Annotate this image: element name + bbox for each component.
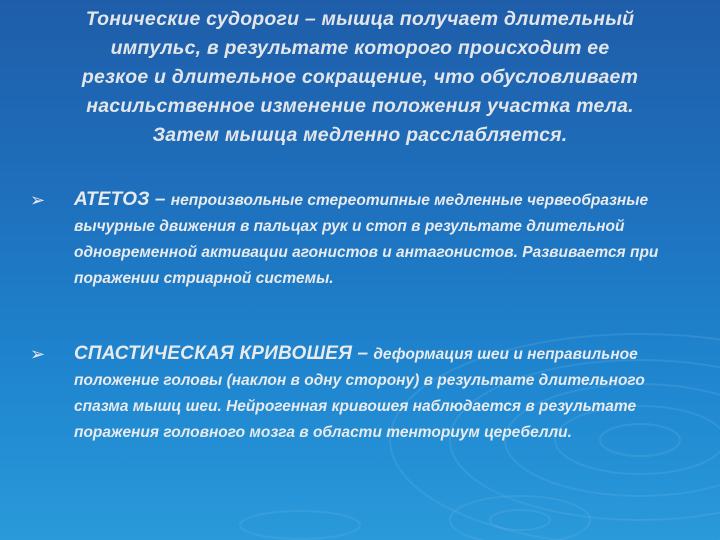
term-description: непроизвольные стереотипные медленные червеобразные вычурные движения в пальцах рук и стоп в результате длительной одновременной активации агонистов и антагонистов. Развивается при поражении стриарной системы. — [74, 192, 659, 287]
term-dash: – — [352, 343, 374, 364]
term-athetosis: АТЕТОЗ — [74, 189, 150, 210]
term-description: деформация шеи и неправильное положение головы (наклон в одну сторону) в результате длительного спазма мышц шеи. Нейрогенная кривошея наблюдается в результате поражения головного мозга в области тенториум церебелли. — [74, 346, 645, 441]
intro-paragraph: Тонические судороги – мышца получает длительный импульс, в результате которого происходит ее резкое и длительное сокращение, что обусловливает насильственное изменение положения участка тела. Затем мышца медленно расслабляется. — [81, 8, 639, 146]
arrow-bullet-icon: ➢ — [30, 344, 46, 364]
term-spastic-torticollis: СПАСТИЧЕСКАЯ КРИВОШЕЯ — [74, 343, 353, 364]
arrow-bullet-icon: ➢ — [30, 190, 46, 210]
bullet-content — [74, 341, 694, 446]
bullet-content — [74, 187, 694, 292]
term-dash: – — [149, 189, 171, 210]
